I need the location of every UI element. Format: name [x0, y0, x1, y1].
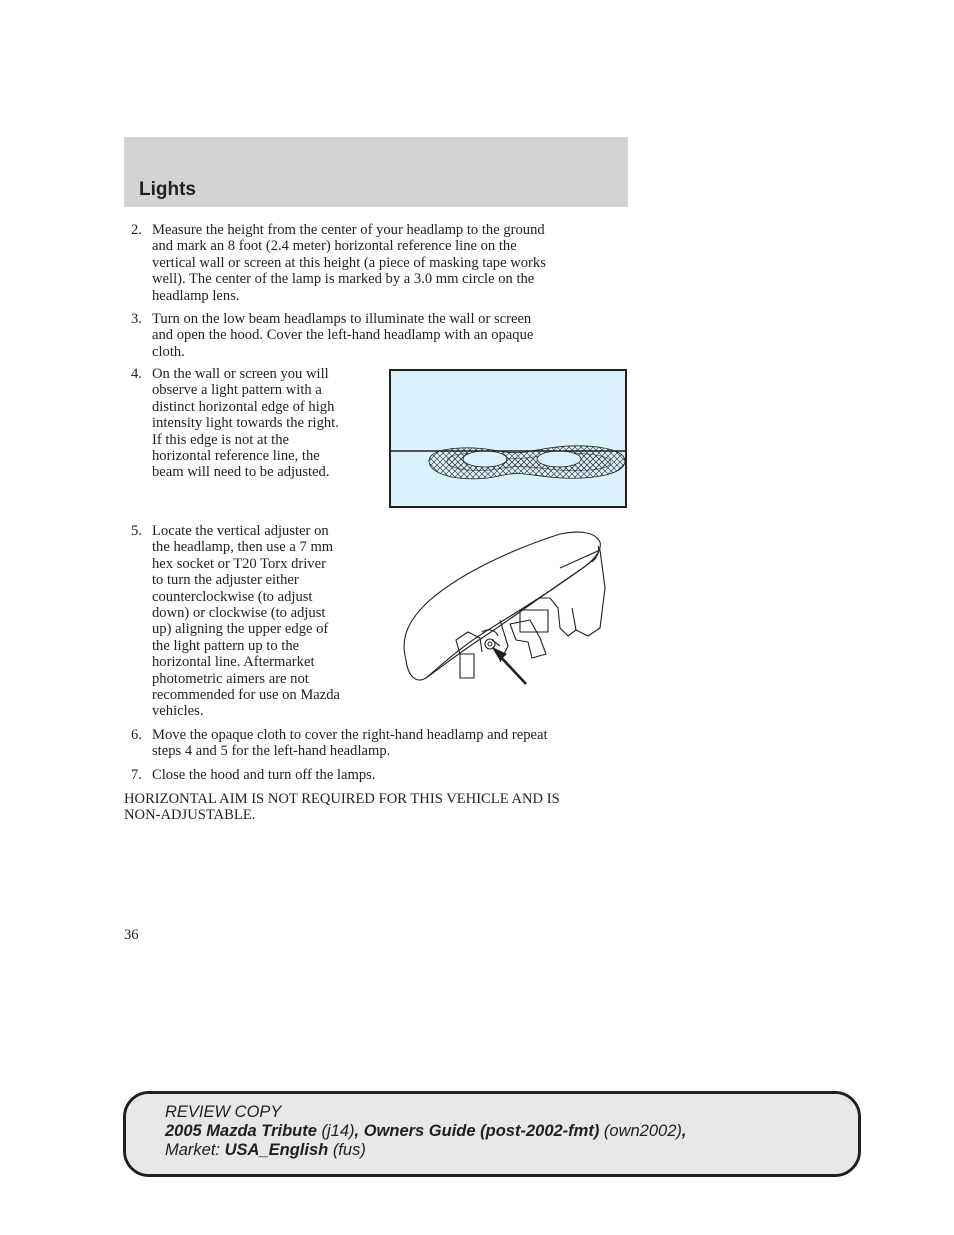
- text-line: Move the opaque cloth to cover the right-hand headlamp and repeat: [152, 727, 548, 743]
- text-line: headlamp lens.: [152, 287, 240, 304]
- step-number: 5.: [131, 523, 142, 539]
- horizontal-aim-note: [124, 791, 624, 824]
- text-line: well). The center of the lamp is marked by a 3.0 mm circle on the: [152, 271, 535, 288]
- adjuster-arrow: [493, 648, 526, 684]
- step-number: 4.: [131, 366, 142, 382]
- text-line: NON-ADJUSTABLE.: [124, 807, 256, 824]
- text-line: intensity light towards the right.: [152, 415, 339, 432]
- wall-background: [390, 370, 626, 507]
- text-line: Close the hood and turn off the lamps.: [152, 767, 376, 783]
- text-line: HORIZONTAL AIM IS NOT REQUIRED FOR THIS VEHICLE AND IS: [124, 791, 560, 807]
- headlamp-adjuster-figure: [400, 528, 610, 690]
- text-line: Measure the height from the center of your headlamp to the ground: [152, 222, 545, 238]
- review-label: REVIEW COPY: [165, 1103, 282, 1121]
- text-line: the light pattern up to the: [152, 637, 300, 654]
- text-line: observe a light pattern with a: [152, 382, 322, 399]
- footer-text: [165, 1103, 686, 1160]
- market-name: USA_English: [224, 1141, 329, 1159]
- market-label: Market:: [165, 1141, 221, 1159]
- beam-pattern-figure: [389, 369, 627, 508]
- section-header: [124, 137, 628, 207]
- text-line: recommended for use on Mazda: [152, 687, 341, 704]
- model-name: 2005 Mazda Tribute: [165, 1122, 317, 1140]
- page-number: 36: [124, 927, 139, 943]
- step-text: [152, 523, 387, 720]
- step-number: 7.: [131, 767, 142, 783]
- step-number: 2.: [131, 222, 142, 238]
- text-line: up) aligning the upper edge of: [152, 621, 329, 638]
- text-line: the headlamp, then use a 7 mm: [152, 539, 334, 556]
- text-line: Turn on the low beam headlamps to illuminate the wall or screen: [152, 311, 532, 327]
- market-code: (fus): [332, 1141, 366, 1159]
- text-line: On the wall or screen you will: [152, 366, 329, 382]
- step-number: 6.: [131, 727, 142, 743]
- hot-spot-left: [463, 451, 507, 467]
- section-title: Lights: [139, 179, 196, 200]
- text-line: and mark an 8 foot (2.4 meter) horizontal reference line on the: [152, 238, 517, 255]
- text-line: Locate the vertical adjuster on: [152, 523, 329, 539]
- text-line: horizontal line. Aftermarket: [152, 654, 315, 671]
- text-line: counterclockwise (to adjust: [152, 588, 313, 605]
- step-number: 3.: [131, 311, 142, 327]
- step-text: [152, 311, 533, 360]
- guide-code: (own2002): [603, 1122, 682, 1140]
- model-code: (j14): [321, 1122, 355, 1140]
- text-line: photometric aimers are not: [152, 670, 309, 687]
- text-line: vehicles.: [152, 703, 204, 720]
- text-line: to turn the adjuster either: [152, 572, 299, 589]
- guide-name: , Owners Guide (post-2002-fmt): [354, 1122, 600, 1140]
- step-text: [152, 222, 546, 304]
- text-line: cloth.: [152, 343, 185, 360]
- vertical-adjuster: [485, 639, 495, 649]
- text-line: distinct horizontal edge of high: [152, 398, 335, 415]
- headlamp-housing: [560, 550, 605, 636]
- text-line: horizontal reference line, the: [152, 448, 320, 465]
- review-copy-footer: [123, 1091, 861, 1177]
- text-line: and open the hood. Cover the left-hand headlamp with an opaque: [152, 327, 534, 344]
- text-line: down) or clockwise (to adjust: [152, 605, 326, 622]
- step-text: [152, 767, 375, 783]
- text-line: steps 4 and 5 for the left-hand headlamp.: [152, 743, 391, 760]
- text-line: hex socket or T20 Torx driver: [152, 555, 326, 572]
- text-line: vertical wall or screen at this height (a piece of masking tape works: [152, 254, 546, 271]
- text-line: beam will need to be adjusted.: [152, 464, 330, 481]
- step-text: [152, 727, 548, 760]
- step-text: [152, 366, 387, 481]
- footer-panel: [126, 1094, 858, 1174]
- hot-spot-right: [537, 451, 581, 467]
- text-line: If this edge is not at the: [152, 431, 289, 448]
- footer-comma: ,: [681, 1122, 687, 1140]
